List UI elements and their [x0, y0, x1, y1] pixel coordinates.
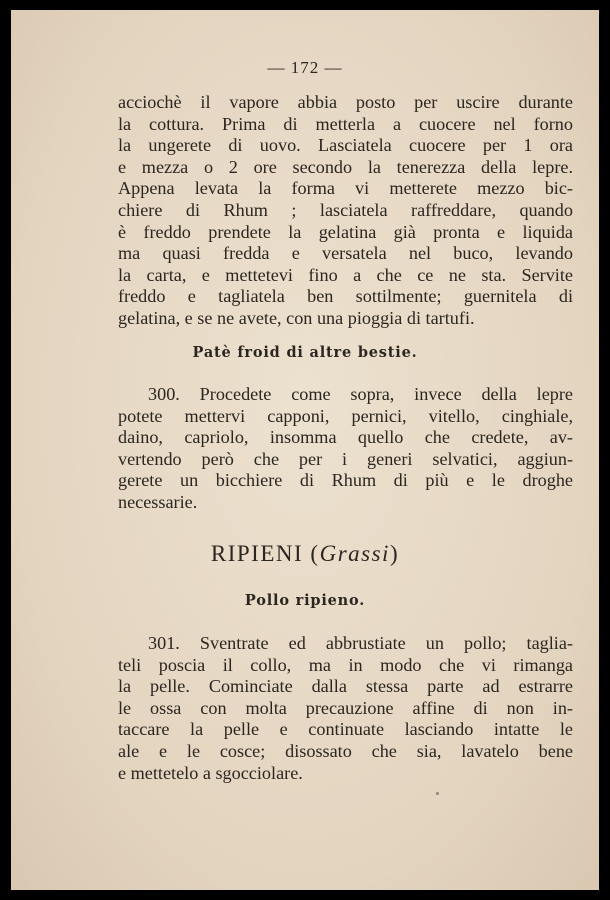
- text-line: ma quasi fredda e versatela nel buco, levando: [118, 243, 573, 264]
- text-line: ale e le cosce; disossato che sia, lavatelo bene: [118, 740, 573, 761]
- text-line: acciochè il vapore abbia posto per uscire durante: [118, 92, 573, 112]
- text-line: la ungerete di uovo. Lasciatela cuocere per 1 ora: [118, 135, 573, 156]
- heading-pate-froid: Patè froid di altre bestie.: [192, 344, 418, 361]
- text-line: e mettetelo a sgocciolare.: [118, 762, 303, 783]
- section-title-main: RIPIENI: [210, 541, 304, 566]
- text-line: chiere di Rhum ; lasciatela raffreddare, quando: [118, 199, 573, 220]
- text-line: è freddo prendete la gelatina già pronta e liquida: [118, 221, 573, 242]
- text-line: necessarie.: [118, 491, 198, 512]
- text-line: 300. Procedete come sopra, invece della lepre: [148, 384, 573, 404]
- section-title-open-paren: (: [310, 541, 320, 566]
- text-line: Appena levata la forma vi metterete mezzo bic-: [118, 178, 573, 199]
- section-title-close-paren: ): [389, 541, 400, 566]
- text-line: la carta, e mettetevi fino a che ce ne sta. Servite: [118, 264, 573, 285]
- heading-pollo-ripieno: Pollo ripieno.: [244, 592, 366, 609]
- paragraph-intro: [118, 92, 573, 330]
- paragraph-301: [118, 633, 573, 784]
- text-line: la pelle. Cominciate dalla stessa parte ad estrarre: [118, 676, 573, 697]
- text-line: gerete un bicchiere di Rhum di più e le droghe: [118, 470, 573, 491]
- text-line: 301. Sventrate ed abbrustiate un pollo; taglia-: [148, 633, 573, 653]
- paper-speck: [436, 792, 439, 795]
- text-line: daino, capriolo, insomma quello che credete, av-: [118, 427, 573, 448]
- section-title-subtitle: Grassi: [319, 541, 390, 566]
- book-page: [11, 10, 599, 890]
- paragraph-300: [118, 384, 573, 514]
- text-line: e mezza o 2 ore secondo la tenerezza della lepre.: [118, 156, 573, 177]
- text-line: la cottura. Prima di metterla a cuocere nel forno: [118, 113, 573, 134]
- text-line: potete mettervi capponi, pernici, vitello, cinghiale,: [118, 405, 573, 426]
- text-line: freddo e tagliatela ben sottilmente; guernitela di: [118, 286, 573, 307]
- section-title-ripieni: [11, 541, 599, 567]
- text-line: gelatina, e se ne avete, con una pioggia di tartufi.: [118, 307, 475, 328]
- text-line: vertendo però che per i generi selvatici, aggiun-: [118, 448, 573, 469]
- text-line: le ossa con molta precauzione affine di non in-: [118, 697, 573, 718]
- text-line: taccare la pelle e continuate lasciando intatte le: [118, 719, 573, 740]
- page-number: — 172 —: [267, 58, 343, 77]
- text-line: teli poscia il collo, ma in modo che vi rimanga: [118, 654, 573, 675]
